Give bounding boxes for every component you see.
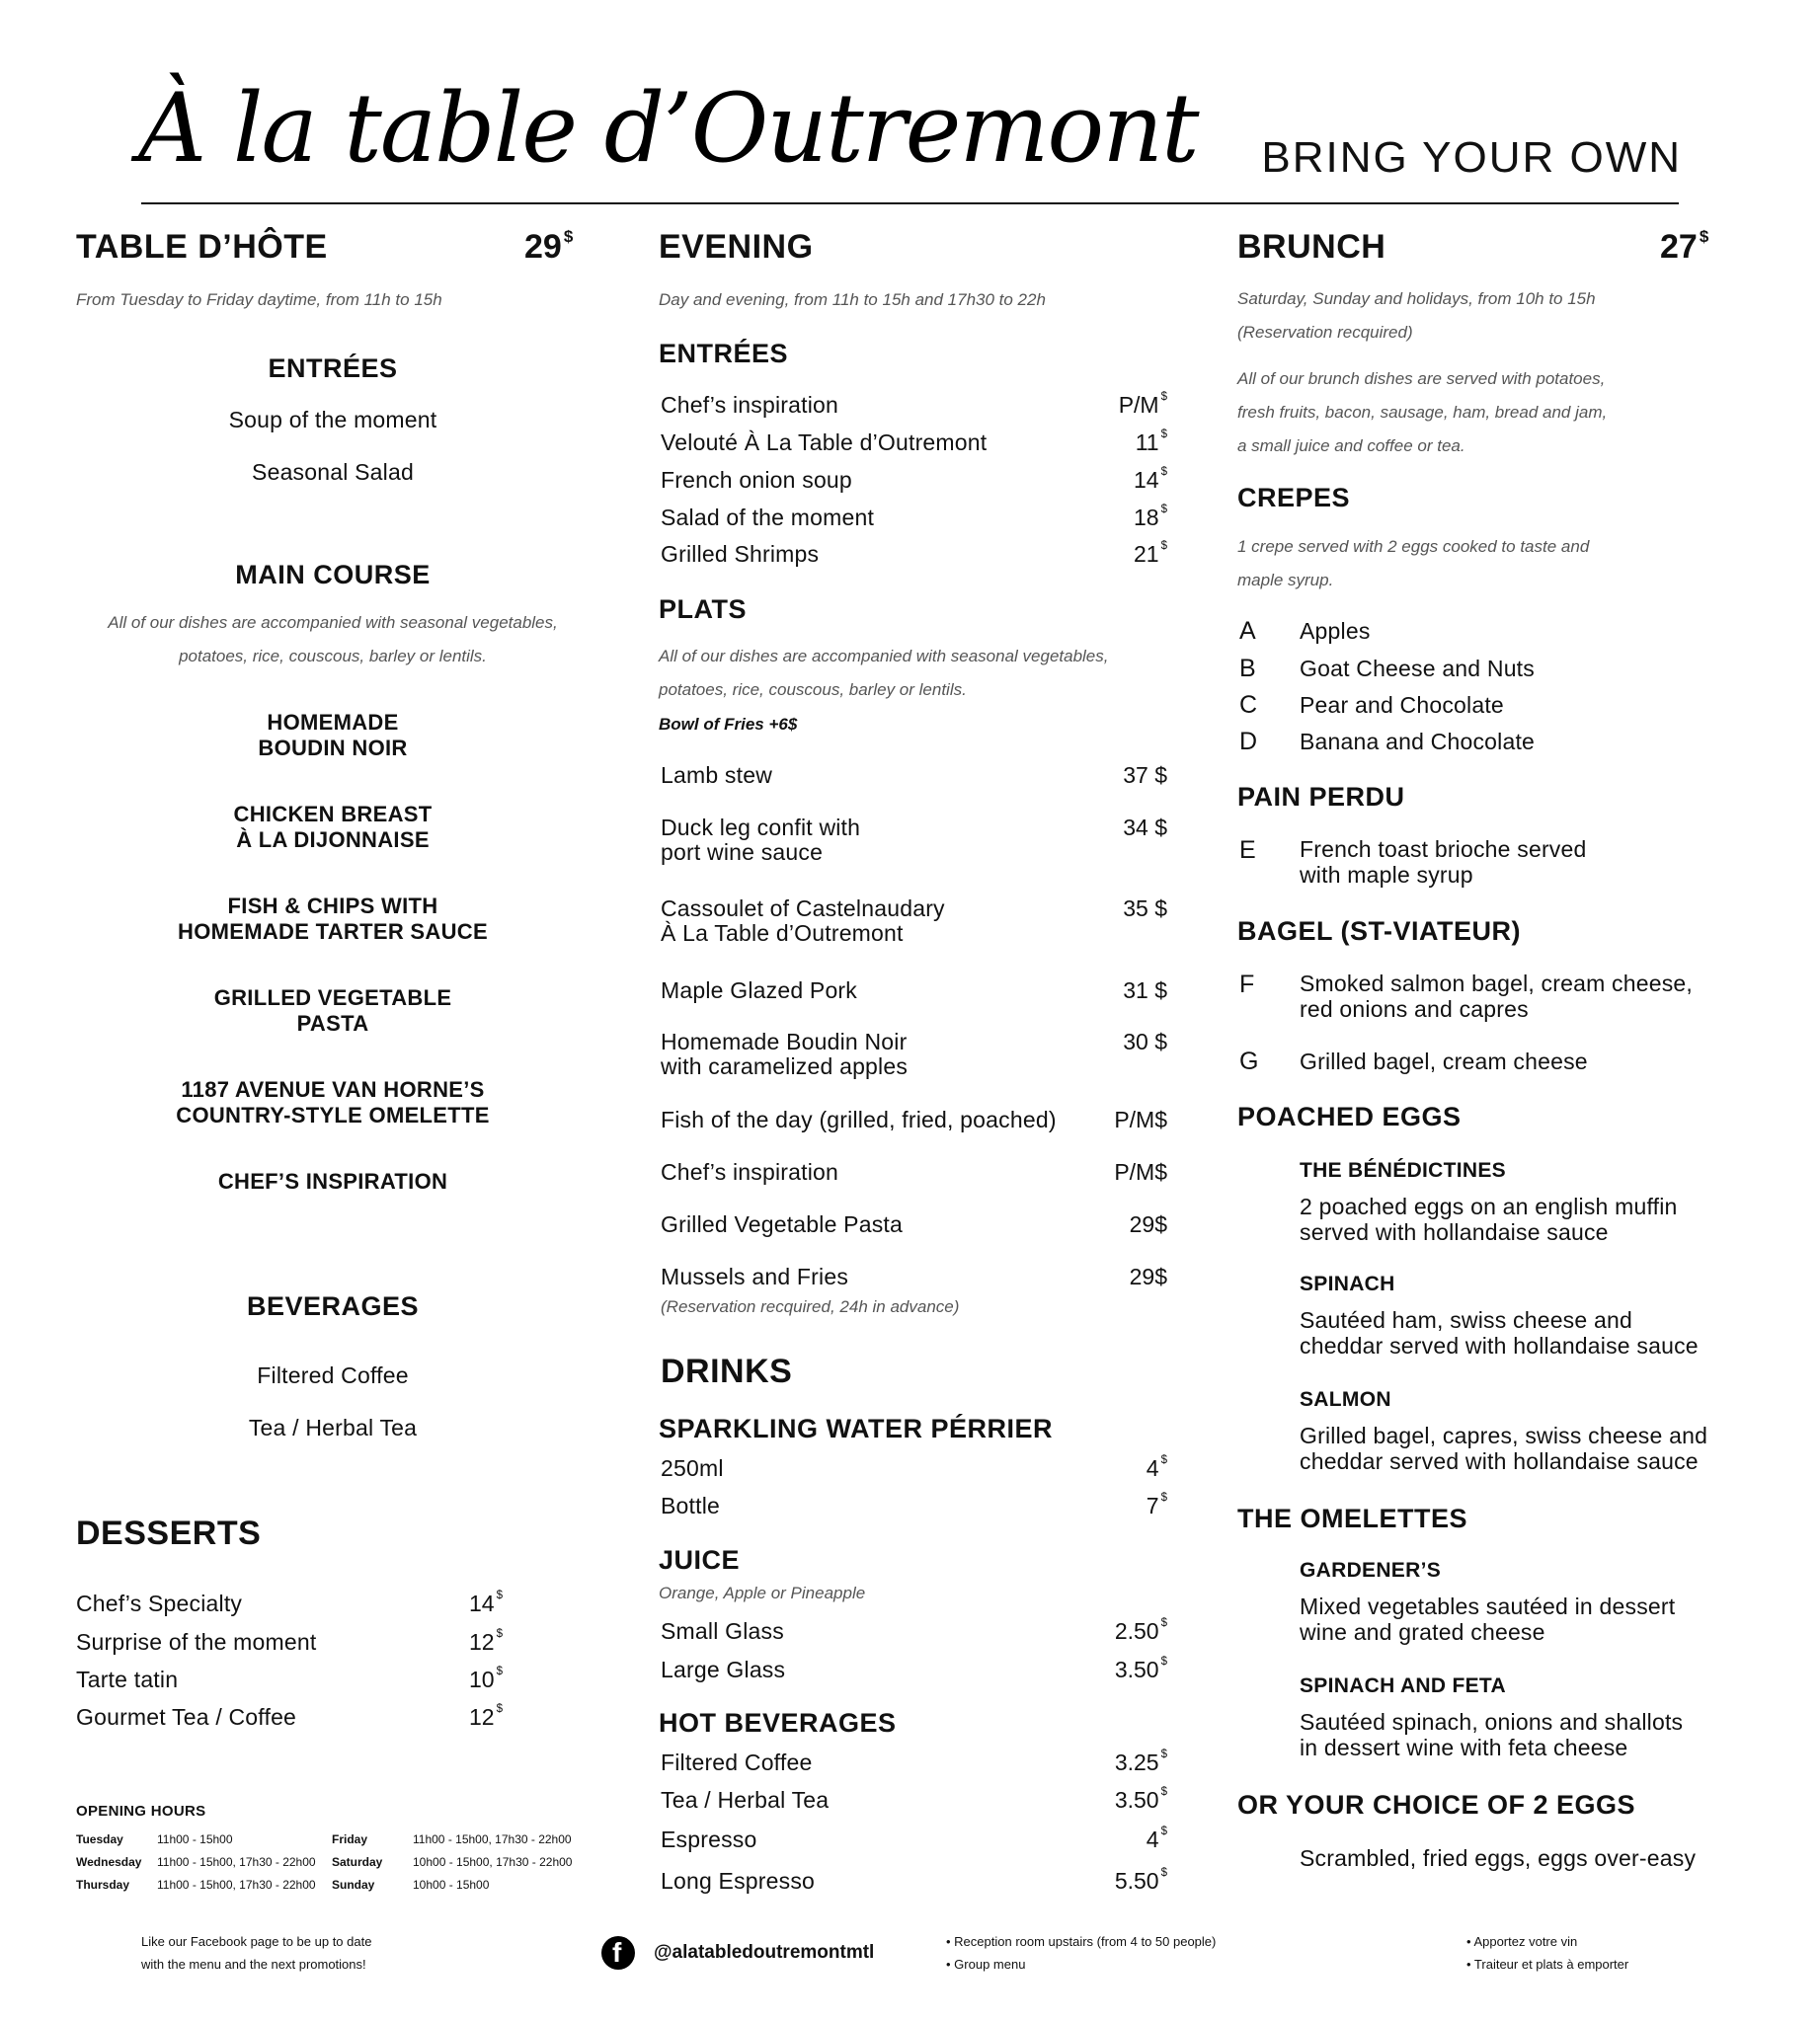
opening-hours-title: OPENING HOURS (76, 1803, 206, 1820)
crepe-letter: B (1239, 655, 1256, 682)
juice-note: Orange, Apple or Pineapple (659, 1584, 866, 1602)
plat-price: 29$ (1129, 1264, 1167, 1289)
hours-time: 10h00 - 15h00 (413, 1878, 490, 1892)
services-list: • Reception room upstairs (from 4 to 50 people) • Group menu (946, 1934, 1217, 1972)
plat-price: 31 $ (1123, 977, 1167, 1003)
plat-price: 29$ (1129, 1211, 1167, 1237)
mussels-note: (Reservation recquired, 24h in advance) (661, 1297, 960, 1316)
main-course-item: HOMEMADE BOUDIN NOIR (258, 710, 408, 760)
crepes-note-line2: maple syrup. (1237, 571, 1334, 589)
juice-item-price: 3.50 $ (1114, 1656, 1167, 1682)
evening-entree-name: French onion soup (661, 467, 852, 493)
bagel-letter: F (1239, 971, 1255, 998)
evening-entree-name: Chef’s inspiration (661, 392, 839, 418)
main-course-item: CHICKEN BREAST À LA DIJONNAISE (233, 802, 433, 852)
juice-item-price: 2.50 $ (1114, 1617, 1167, 1644)
sparkling-item-name: 250ml (661, 1455, 724, 1481)
entree-item: Seasonal Salad (252, 459, 414, 485)
two-eggs-desc: Scrambled, fried eggs, eggs over-easy (1300, 1845, 1697, 1871)
extras-list: • Apportez votre vin • Traiteur et plats à emporter (1466, 1934, 1629, 1972)
beverages-heading: BEVERAGES (246, 1291, 420, 1321)
hours-day: Saturday (332, 1855, 383, 1869)
brunch-price: 27 $ (1660, 227, 1709, 266)
evening-entree-name: Velouté À La Table d’Outremont (661, 429, 988, 455)
evening-entree-name: Grilled Shrimps (661, 541, 820, 567)
pain-perdu-name: French toast brioche served with maple syrup (1300, 836, 1587, 888)
brunch-note-line2: (Reservation recquired) (1237, 323, 1413, 342)
plat-name: Lamb stew (661, 762, 773, 788)
evening-note: Day and evening, from 11h to 15h and 17h30 to 22h (659, 290, 1046, 309)
hours-day: Friday (332, 1832, 368, 1846)
pain-perdu-heading: PAIN PERDU (1237, 782, 1405, 812)
poached-item-desc: Grilled bagel, capres, swiss cheese and cheddar served with hollandaise sauce (1300, 1423, 1708, 1474)
plat-name: Maple Glazed Pork (661, 977, 857, 1003)
poached-item-desc: Sautéed ham, swiss cheese and cheddar served with hollandaise sauce (1300, 1307, 1699, 1359)
desserts-title: DESSERTS (76, 1515, 262, 1552)
plats-heading: PLATS (659, 594, 747, 624)
hot-beverages-heading: HOT BEVERAGES (659, 1708, 897, 1738)
dessert-item-name: Surprise of the moment (76, 1629, 317, 1655)
evening-title: EVENING (659, 228, 814, 266)
hours-time: 11h00 - 15h00, 17h30 - 22h00 (157, 1855, 316, 1869)
plat-name: Mussels and Fries (661, 1264, 849, 1289)
crepe-name: Banana and Chocolate (1300, 729, 1536, 754)
crepe-name: Pear and Chocolate (1300, 692, 1504, 718)
main-course-item: 1187 AVENUE VAN HORNE’S COUNTRY-STYLE OMELETTE (176, 1077, 490, 1128)
plat-name: Homemade Boudin Noir with caramelized apples (661, 1029, 909, 1080)
juice-item-name: Large Glass (661, 1657, 786, 1682)
dessert-item-price: 14 $ (469, 1590, 503, 1616)
poached-item-desc: 2 poached eggs on an english muffin served with hollandaise sauce (1300, 1194, 1678, 1245)
hot-item-price: 3.25 $ (1114, 1749, 1167, 1775)
plat-price: 30 $ (1123, 1029, 1167, 1054)
crepe-letter: D (1239, 728, 1258, 755)
hours-day: Thursday (76, 1878, 130, 1892)
hours-time: 11h00 - 15h00, 17h30 - 22h00 (413, 1832, 572, 1846)
dessert-item-name: Chef’s Specialty (76, 1591, 243, 1616)
poached-item-name: THE BÉNÉDICTINES (1300, 1159, 1506, 1182)
main-course-item: CHEF’S INSPIRATION (217, 1169, 448, 1194)
omelette-item-name: SPINACH AND FETA (1300, 1674, 1506, 1697)
hours-day: Tuesday (76, 1832, 123, 1846)
sparkling-item-price: 4 $ (1146, 1454, 1167, 1481)
plat-price: 34 $ (1123, 815, 1167, 840)
juice-heading: JUICE (659, 1545, 741, 1575)
omelette-item-desc: Mixed vegetables sautéed in dessert wine and grated cheese (1300, 1594, 1676, 1645)
brunch-note2-line1: All of our brunch dishes are served with potatoes, (1237, 369, 1606, 388)
hours-time: 11h00 - 15h00 (157, 1832, 233, 1846)
dessert-item-price: 12 $ (469, 1628, 503, 1655)
plat-price: 35 $ (1123, 895, 1167, 921)
entree-item: Soup of the moment (228, 407, 437, 432)
brunch-note2-line3: a small juice and coffee or tea. (1237, 436, 1465, 455)
plats-note-line1: All of our dishes are accompanied with seasonal vegetables, (659, 647, 1109, 665)
hours-time: 10h00 - 15h00, 17h30 - 22h00 (413, 1855, 573, 1869)
evening-entrees-heading: ENTRÉES (659, 339, 789, 368)
bring-your-own-tagline: BRING YOUR OWN (1261, 133, 1682, 182)
entrees-heading: ENTRÉES (268, 353, 398, 383)
sparkling-heading: SPARKLING WATER PÉRRIER (659, 1414, 1054, 1443)
bagel-name: Grilled bagel, cream cheese (1300, 1049, 1588, 1074)
crepe-name: Apples (1300, 618, 1371, 644)
main-course-note-line1: All of our dishes are accompanied with seasonal vegetables, (108, 613, 558, 632)
poached-item-name: SALMON (1300, 1388, 1391, 1411)
main-course-heading: MAIN COURSE (235, 560, 431, 589)
brunch-note2-line2: fresh fruits, bacon, sausage, ham, bread and jam, (1237, 403, 1608, 422)
table-dhote-price: 29 $ (524, 227, 574, 266)
hot-item-name: Long Espresso (661, 1868, 816, 1894)
table-dhote-title: TABLE D’HÔTE (76, 228, 328, 266)
sparkling-item-name: Bottle (661, 1493, 721, 1518)
facebook-promo-text: Like our Facebook page to be up to date with the menu and the next promotions! (141, 1934, 372, 1972)
table-dhote-note: From Tuesday to Friday daytime, from 11h to 15h (76, 290, 442, 309)
poached-item-name: SPINACH (1300, 1273, 1395, 1295)
hot-item-price: 3.50 $ (1114, 1786, 1167, 1813)
brunch-title: BRUNCH (1237, 228, 1386, 266)
plat-price: P/M$ (1114, 1107, 1167, 1132)
hot-item-price: 5.50 $ (1114, 1867, 1167, 1894)
omelette-item-name: GARDENER’S (1300, 1559, 1442, 1582)
hot-item-name: Tea / Herbal Tea (661, 1787, 830, 1813)
dessert-item-name: Tarte tatin (76, 1667, 179, 1692)
hot-item-price: 4 $ (1146, 1826, 1167, 1852)
plat-name: Chef’s inspiration (661, 1159, 839, 1185)
bagel-heading: BAGEL (ST-VIATEUR) (1237, 916, 1522, 946)
drinks-title: DRINKS (661, 1353, 793, 1390)
plat-price: 37 $ (1123, 762, 1167, 788)
facebook-icon[interactable]: f (601, 1936, 635, 1970)
evening-entree-price: 14 $ (1134, 466, 1167, 493)
hot-item-name: Filtered Coffee (661, 1750, 813, 1775)
hours-day: Wednesday (76, 1855, 142, 1869)
brunch-note-line1: Saturday, Sunday and holidays, from 10h to 15h (1237, 289, 1596, 308)
evening-entree-price: 18 $ (1134, 504, 1167, 530)
sparkling-item-price: 7 $ (1146, 1492, 1167, 1518)
plats-note-line2: potatoes, rice, couscous, barley or lentils. (659, 680, 967, 699)
dessert-item-name: Gourmet Tea / Coffee (76, 1704, 297, 1730)
restaurant-logo: À la table d’Outremont (138, 73, 1198, 184)
omelette-item-desc: Sautéed spinach, onions and shallots in dessert wine with feta cheese (1300, 1709, 1684, 1760)
crepes-note-line1: 1 crepe served with 2 eggs cooked to taste and (1237, 537, 1590, 556)
header-divider (141, 202, 1679, 204)
plat-name: Grilled Vegetable Pasta (661, 1211, 903, 1237)
omelettes-heading: THE OMELETTES (1237, 1504, 1468, 1533)
juice-item-name: Small Glass (661, 1618, 784, 1644)
plat-price: P/M$ (1114, 1159, 1167, 1185)
bagel-name: Smoked salmon bagel, cream cheese, red onions and capres (1300, 971, 1694, 1022)
facebook-handle-link[interactable]: @alatabledoutremontmtl (654, 1942, 875, 1963)
plat-name: Duck leg confit with port wine sauce (661, 815, 861, 866)
bagel-letter: G (1239, 1048, 1259, 1075)
beverage-item: Filtered Coffee (257, 1362, 409, 1388)
dessert-item-price: 12 $ (469, 1703, 503, 1730)
poached-eggs-heading: POACHED EGGS (1237, 1102, 1462, 1131)
plat-name: Cassoulet of Castelnaudary À La Table d’Outremont (661, 895, 945, 947)
main-course-item: GRILLED VEGETABLE PASTA (213, 985, 452, 1036)
hot-item-name: Espresso (661, 1827, 757, 1852)
beverage-item: Tea / Herbal Tea (248, 1415, 418, 1440)
main-course-item: FISH & CHIPS WITH HOMEMADE TARTER SAUCE (178, 894, 488, 944)
evening-entree-name: Salad of the moment (661, 505, 875, 530)
hours-time: 11h00 - 15h00, 17h30 - 22h00 (157, 1878, 316, 1892)
evening-entree-price: 11 $ (1135, 428, 1167, 455)
main-course-note-line2: potatoes, rice, couscous, barley or lentils. (179, 647, 487, 665)
crepe-name: Goat Cheese and Nuts (1300, 656, 1535, 681)
crepe-letter: C (1239, 691, 1258, 719)
fries-note: Bowl of Fries +6$ (659, 715, 798, 734)
hours-day: Sunday (332, 1878, 375, 1892)
crepes-heading: CREPES (1237, 483, 1351, 512)
dessert-item-price: 10 $ (469, 1666, 503, 1692)
evening-entree-price: P/M $ (1118, 391, 1167, 418)
crepe-letter: A (1239, 617, 1256, 645)
two-eggs-heading: OR YOUR CHOICE OF 2 EGGS (1237, 1790, 1636, 1820)
evening-entree-price: 21 $ (1134, 540, 1167, 567)
pain-perdu-letter: E (1239, 836, 1256, 864)
plat-name: Fish of the day (grilled, fried, poached) (661, 1107, 1057, 1132)
